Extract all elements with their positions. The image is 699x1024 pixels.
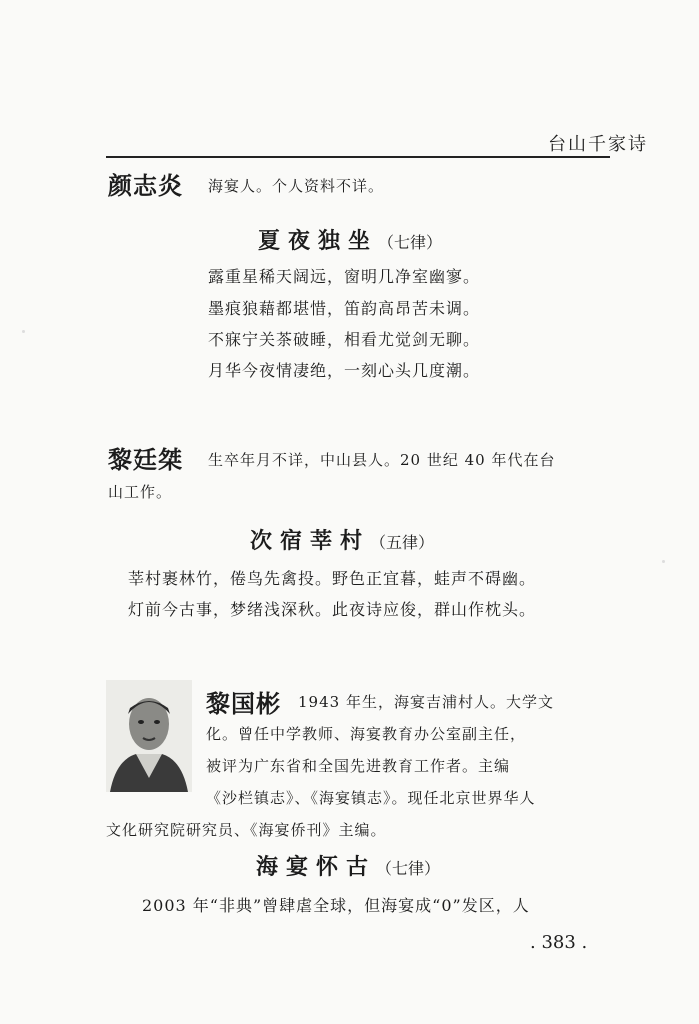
portrait-image (106, 680, 192, 792)
header-rule (106, 156, 610, 158)
poem-form: （七律） (376, 859, 441, 878)
author-bio-line: 文化研究院研究员、《海宴侨刊》主编。 (106, 821, 387, 839)
author-bio: 海宴人。个人资料不详。 (208, 177, 385, 195)
author-bio-line: 生卒年月不详，中山县人。20 世纪 40 年代在台 (208, 451, 556, 469)
author-bio-line: 《沙栏镇志》、《海宴镇志》。现任北京世界华人 (206, 789, 536, 807)
poem-preface-line: 2003 年“非典”曾肆虐全球，但海宴成“0”发区，人 (142, 896, 530, 915)
author-photo (106, 680, 192, 792)
poem-line: 露重星稀天阔远，窗明几净室幽寥。 (208, 267, 481, 286)
running-head: 台山千家诗 (548, 134, 648, 155)
poem-line: 墨痕狼藉都堪惜，笛韵高昂苦未调。 (208, 299, 481, 318)
poem-form: （七律） (378, 233, 443, 252)
poem-title: 海宴怀古 (256, 855, 377, 880)
author-name: 黎国彬 (206, 690, 281, 718)
author-bio-line: 化。曾任中学教师、海宴教育办公室副主任， (206, 725, 527, 743)
scan-speck (22, 330, 25, 333)
author-bio-line: 1943 年生，海宴吉浦村人。大学文 (298, 693, 554, 711)
poem-form: （五律） (370, 533, 435, 552)
poem-line: 不寐宁关茶破睡，相看尤觉剑无聊。 (208, 330, 481, 349)
author-name: 黎廷桀 (108, 446, 183, 474)
author-bio-line: 山工作。 (108, 483, 173, 501)
poem-title: 夏夜独坐 (258, 229, 379, 254)
poem-title: 次宿莘村 (250, 529, 371, 554)
author-name: 颜志炎 (108, 172, 183, 200)
poem-line: 灯前今古事，梦绪浅深秋。此夜诗应俊，群山作枕头。 (128, 600, 537, 619)
poem-heading (250, 524, 434, 555)
scan-speck (662, 560, 665, 563)
poem-line: 莘村裹林竹，倦鸟先禽投。野色正宜暮，蛙声不碍幽。 (128, 569, 537, 588)
poem-heading (256, 850, 440, 881)
poem-line: 月华今夜情凄绝，一刻心头几度潮。 (208, 361, 481, 380)
poem-heading (258, 224, 442, 255)
page-number: . 383 . (530, 932, 588, 953)
author-bio-line: 被评为广东省和全国先进教育工作者。主编 (206, 757, 511, 775)
